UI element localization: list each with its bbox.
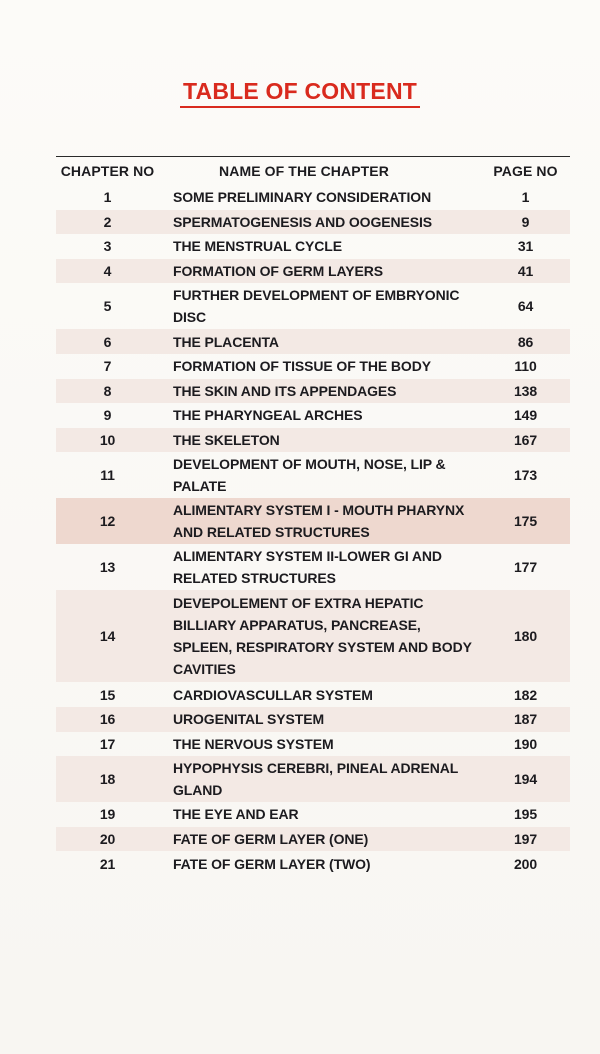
table-row: [56, 732, 570, 757]
page-number: 194: [513, 771, 538, 788]
page-number: 177: [513, 559, 538, 576]
chapter-name: FATE OF GERM LAYER (TWO): [173, 855, 371, 872]
page-number: 173: [513, 467, 538, 484]
table-row: [56, 234, 570, 259]
chapter-name: THE MENSTRUAL CYCLE: [173, 238, 342, 255]
chapter-name: HYPOPHYSIS CEREBRI, PINEAL ADRENAL GLAND: [173, 760, 458, 799]
page-number: 187: [513, 711, 538, 728]
table-row: [56, 707, 570, 732]
table-row: [56, 283, 570, 329]
table-of-contents: [56, 156, 570, 876]
chapter-number: 14: [99, 628, 116, 645]
chapter-name: ALIMENTARY SYSTEM II-LOWER GI AND RELATED STRUCTURES: [173, 548, 442, 587]
table-row: [56, 851, 570, 876]
table-row: [56, 498, 570, 544]
page-number: 167: [513, 432, 538, 449]
chapter-number: 10: [99, 432, 116, 449]
page-number: 1: [521, 189, 530, 206]
chapter-name: ALIMENTARY SYSTEM I - MOUTH PHARYNX AND RELATED STRUCTURES: [173, 502, 465, 541]
page-title-text: TABLE OF CONTENT: [180, 78, 420, 108]
table-row: [56, 452, 570, 498]
chapter-name: THE SKIN AND ITS APPENDAGES: [173, 382, 397, 399]
table-row: [56, 354, 570, 379]
chapter-name: FORMATION OF GERM LAYERS: [173, 263, 383, 280]
table-row: [56, 329, 570, 354]
chapter-name: CARDIOVASCULLAR SYSTEM: [173, 686, 373, 703]
page-number: 195: [513, 806, 538, 823]
chapter-number: 9: [103, 407, 112, 424]
page-number: 64: [517, 298, 534, 315]
page-number: 41: [517, 263, 534, 280]
chapter-number: 4: [103, 263, 112, 280]
page-title: [0, 78, 600, 108]
page-number: 31: [517, 238, 534, 255]
page-number: 182: [513, 686, 538, 703]
chapter-name: THE PLACENTA: [173, 333, 279, 350]
chapter-number: 15: [99, 686, 116, 703]
page-number: 149: [513, 407, 538, 424]
page-number: 138: [513, 382, 538, 399]
table-row: [56, 403, 570, 428]
chapter-number: 18: [99, 771, 116, 788]
page-number: 190: [513, 735, 538, 752]
chapter-number: 20: [99, 831, 116, 848]
chapter-name: UROGENITAL SYSTEM: [173, 711, 325, 728]
header-chapter-no: CHAPTER NO: [60, 163, 155, 179]
table-row: [56, 544, 570, 590]
chapter-name: DEVEPOLEMENT OF EXTRA HEPATIC BILLIARY APPARATUS, PANCREASE, SPLEEN, RESPIRATORY SYSTEM AND BODY CAVITIES: [173, 595, 472, 678]
page-number: 110: [514, 358, 537, 375]
chapter-number: 2: [103, 213, 112, 230]
table-header: [56, 157, 570, 185]
chapter-number: 17: [99, 735, 116, 752]
chapter-number: 21: [99, 855, 116, 872]
page-number: 9: [521, 213, 530, 230]
chapter-number: 3: [103, 238, 112, 255]
page-number: 86: [517, 333, 534, 350]
chapter-name: THE PHARYNGEAL ARCHES: [173, 407, 363, 424]
chapter-name: THE SKELETON: [173, 432, 280, 449]
page-number: 200: [513, 855, 538, 872]
chapter-name: FATE OF GERM LAYER (ONE): [173, 831, 369, 848]
table-row: [56, 682, 570, 707]
chapter-name: FURTHER DEVELOPMENT OF EMBRYONIC DISC: [173, 287, 460, 326]
chapter-number: 19: [99, 806, 116, 823]
chapter-number: 11: [100, 467, 115, 484]
chapter-name: THE EYE AND EAR: [173, 806, 299, 823]
chapter-name: THE NERVOUS SYSTEM: [173, 735, 334, 752]
table-row: [56, 802, 570, 827]
chapter-number: 16: [99, 711, 116, 728]
page-number: 175: [513, 513, 538, 530]
table-row: [56, 428, 570, 453]
chapter-number: 8: [103, 382, 112, 399]
table-row: [56, 827, 570, 852]
chapter-number: 6: [103, 333, 112, 350]
table-row: [56, 379, 570, 404]
chapter-number: 7: [103, 358, 112, 375]
chapter-number: 1: [103, 189, 112, 206]
chapter-name: FORMATION OF TISSUE OF THE BODY: [173, 358, 431, 375]
header-chapter-name: NAME OF THE CHAPTER: [219, 163, 389, 179]
chapter-number: 5: [103, 298, 112, 315]
chapter-name: DEVELOPMENT OF MOUTH, NOSE, LIP & PALATE: [173, 456, 446, 495]
chapter-number: 12: [99, 513, 116, 530]
page-number: 197: [513, 831, 538, 848]
table-row: [56, 259, 570, 284]
table-row: [56, 210, 570, 235]
header-page-no: PAGE NO: [493, 163, 558, 179]
table-row: [56, 756, 570, 802]
chapter-number: 13: [99, 559, 116, 576]
chapter-name: SPERMATOGENESIS AND OOGENESIS: [173, 213, 432, 230]
table-row: [56, 590, 570, 682]
table-row: [56, 185, 570, 210]
chapter-name: SOME PRELIMINARY CONSIDERATION: [173, 189, 432, 206]
page-number: 180: [513, 628, 538, 645]
